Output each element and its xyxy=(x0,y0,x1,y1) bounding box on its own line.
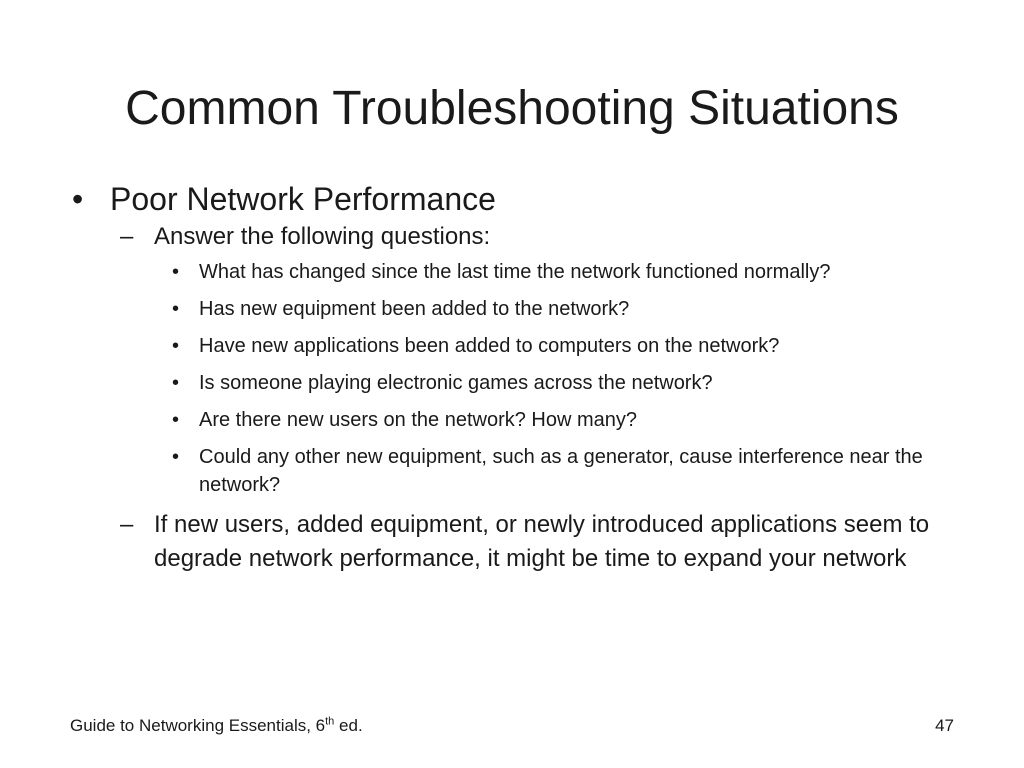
question-item xyxy=(70,332,979,360)
bullet-marker: • xyxy=(172,409,180,431)
sub-bullet-text: Answer the following questions: xyxy=(154,223,491,250)
dash-marker: – xyxy=(120,511,134,538)
sub-bullet xyxy=(70,220,970,254)
conclusion-bullet xyxy=(70,508,954,576)
dash-marker: – xyxy=(120,223,134,250)
conclusion-text: If new users, added equipment, or newly introduced applications seem to degrade network performance, it might be time to expand your network xyxy=(154,511,930,572)
bullet-marker: • xyxy=(72,181,84,217)
slide-content xyxy=(70,178,970,576)
question-item xyxy=(70,369,979,397)
question-text: Is someone playing electronic games across the network? xyxy=(199,372,713,394)
bullet-marker: • xyxy=(172,446,180,468)
question-text: Have new applications been added to computers on the network? xyxy=(199,335,780,357)
footer-book-prefix: Guide to Networking Essentials, 6 xyxy=(70,716,326,735)
question-item xyxy=(70,295,979,323)
footer-book-suffix: ed. xyxy=(334,716,363,735)
page-number: 47 xyxy=(935,716,954,735)
footer-book-title xyxy=(70,716,363,736)
bullet-marker: • xyxy=(172,261,180,283)
footer-book-superscript: th xyxy=(325,715,335,728)
main-bullet xyxy=(70,178,970,220)
question-item xyxy=(70,258,979,286)
question-text: Are there new users on the network? How many? xyxy=(199,409,637,431)
question-list xyxy=(70,258,970,499)
main-bullet-text: Poor Network Performance xyxy=(110,181,496,217)
question-text: Has new equipment been added to the network? xyxy=(199,298,630,320)
question-text: Could any other new equipment, such as a generator, cause interference near the network? xyxy=(199,446,923,496)
slide-title: Common Troubleshooting Situations xyxy=(125,82,899,135)
question-item xyxy=(70,443,979,499)
question-text: What has changed since the last time the network functioned normally? xyxy=(199,261,831,283)
bullet-marker: • xyxy=(172,298,180,320)
bullet-marker: • xyxy=(172,335,180,357)
question-item xyxy=(70,406,979,434)
bullet-marker: • xyxy=(172,372,180,394)
